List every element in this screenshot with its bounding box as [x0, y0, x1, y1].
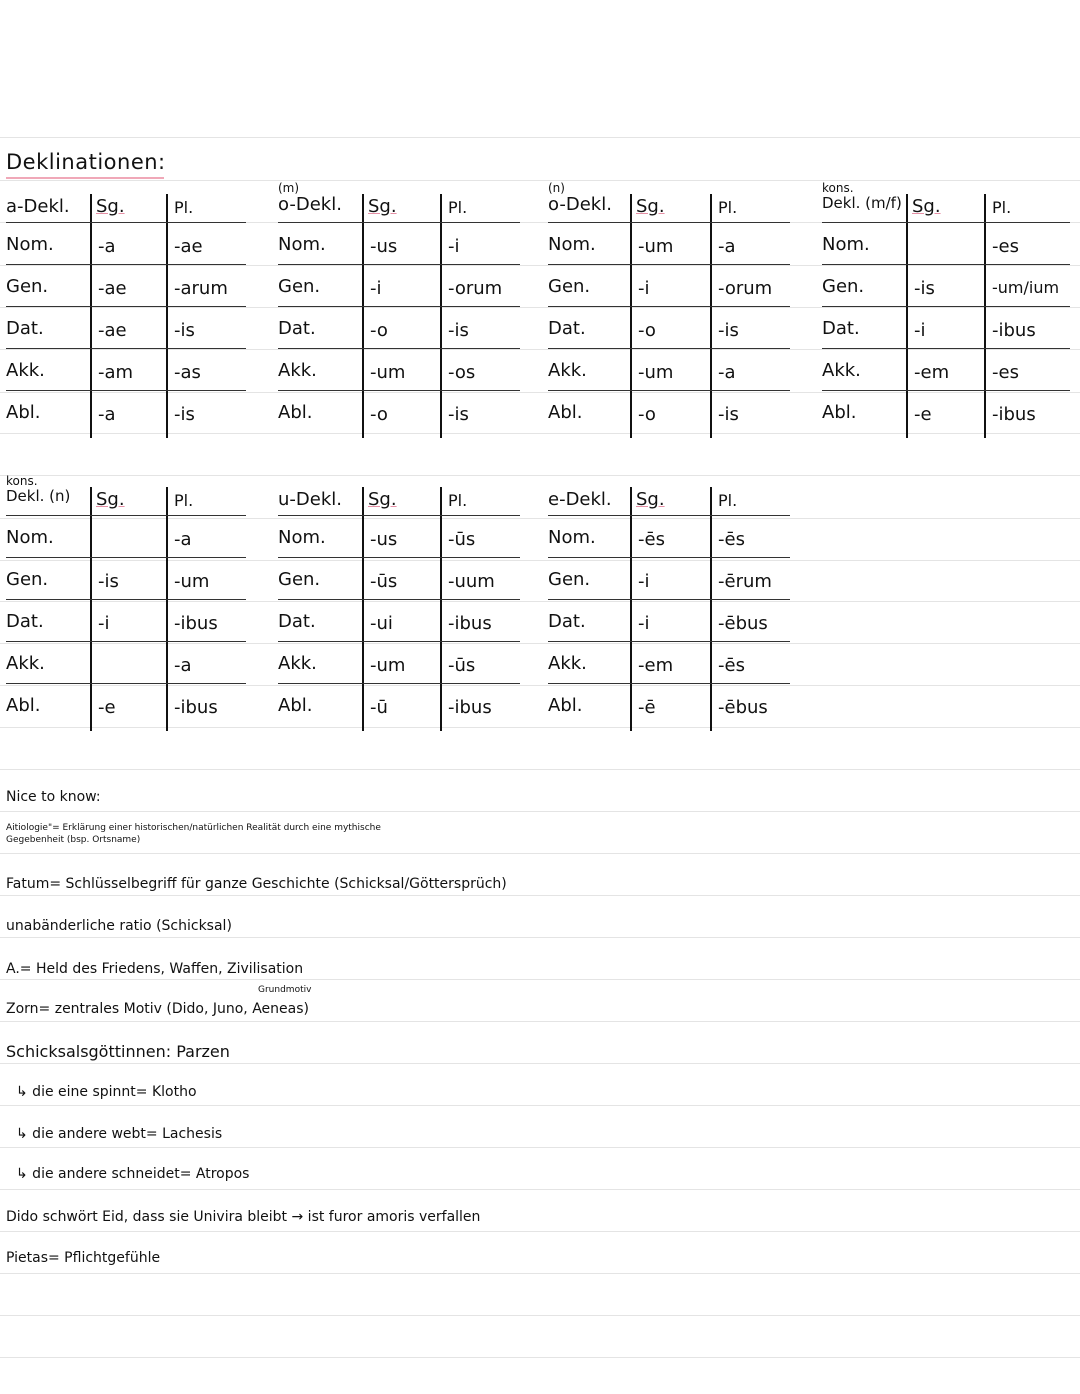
table-divider-sg [906, 194, 908, 438]
table-case-label: Dat. [278, 318, 316, 339]
table-sg-header: Sg. [912, 196, 941, 217]
table-pl-ending: -ibus [448, 613, 492, 634]
table-row-line [548, 557, 790, 558]
table-sg-ending: -em [914, 362, 950, 383]
table-divider-pl [440, 194, 442, 438]
table-divider-pl [984, 194, 986, 438]
note-klotho: ↳ die eine spinnt= Klotho [16, 1084, 197, 1100]
table-divider-sg [630, 194, 632, 438]
table-case-label: Abl. [6, 402, 41, 423]
table-case-label: Dat. [6, 611, 44, 632]
table-sg-ending: -us [370, 529, 398, 550]
table-sg-ending: -ui [370, 613, 393, 634]
table-pl-ending: -is [448, 404, 469, 425]
ruled-line [0, 853, 1080, 854]
note-aitiologie-line1: Aitiologie"= Erklärung einer historischen/natürlichen Realität durch eine mythische [6, 823, 381, 833]
table-case-label: Dat. [278, 611, 316, 632]
table-pl-ending: -arum [174, 278, 228, 299]
table-head-top: kons. [822, 181, 854, 195]
table-divider-sg [630, 487, 632, 731]
table-pl-ending: -is [718, 320, 739, 341]
table-row-line [822, 390, 1070, 391]
table-row-line [6, 641, 246, 642]
note-grundmotiv: Grundmotiv [258, 985, 312, 995]
table-case-label: Nom. [6, 527, 54, 548]
table-sg-ending: -o [638, 320, 656, 341]
ruled-line [0, 1273, 1080, 1274]
table-pl-ending: -ibus [174, 613, 218, 634]
table-pl-ending: -ibus [992, 404, 1036, 425]
table-sg-ending: -us [370, 236, 398, 257]
ruled-line [0, 643, 1080, 644]
ruled-line [0, 1147, 1080, 1148]
table-pl-ending: -is [718, 404, 739, 425]
table-header-line [278, 222, 520, 223]
table-case-label: Akk. [6, 653, 45, 674]
table-sg-ending: -i [638, 571, 650, 592]
table-pl-ending: -is [448, 320, 469, 341]
table-case-label: Dat. [6, 318, 44, 339]
table-case-label: Nom. [6, 234, 54, 255]
table-sg-ending: -i [638, 278, 650, 299]
note-parzen: Schicksalsgöttinnen: Parzen [6, 1042, 230, 1061]
table-sg-ending: -ae [98, 320, 127, 341]
table-row-line [6, 306, 246, 307]
table-pl-ending: -a [174, 529, 192, 550]
table-pl-ending: -ūs [448, 655, 476, 676]
table-case-label: Abl. [278, 695, 313, 716]
ruled-line [0, 1021, 1080, 1022]
table-row-line [6, 390, 246, 391]
ruled-line [0, 895, 1080, 896]
table-divider-sg [90, 487, 92, 731]
ruled-line [0, 1105, 1080, 1106]
table-sg-ending: -um [370, 362, 406, 383]
table-head: o-Dekl. [548, 194, 612, 215]
table-case-label: Nom. [548, 527, 596, 548]
page-title: Deklinationen: [6, 150, 166, 174]
table-case-label: Dat. [548, 318, 586, 339]
table-row-line [6, 557, 246, 558]
table-case-label: Dat. [548, 611, 586, 632]
table-pl-ending: -ēs [718, 655, 745, 676]
ruled-line [0, 979, 1080, 980]
table-sg-ending: -is [98, 571, 119, 592]
note-aeneas: A.= Held des Friedens, Waffen, Zivilisation [6, 961, 304, 977]
table-pl-ending: -ērum [718, 571, 772, 592]
table-row-line [548, 390, 790, 391]
note-lachesis: ↳ die andere webt= Lachesis [16, 1126, 223, 1142]
table-pl-ending: -a [174, 655, 192, 676]
table-case-label: Abl. [6, 695, 41, 716]
table-row-line [548, 306, 790, 307]
table-case-label: Gen. [6, 569, 49, 590]
table-divider-pl [166, 487, 168, 731]
ruled-line [0, 1315, 1080, 1316]
notes-heading: Nice to know: [6, 789, 101, 805]
table-sg-ending: -o [638, 404, 656, 425]
table-case-label: Abl. [548, 402, 583, 423]
table-case-label: Gen. [822, 276, 865, 297]
table-pl-ending: -orum [448, 278, 503, 299]
table-pl-ending: -ūs [448, 529, 476, 550]
table-head: Dekl. (m/f) [822, 194, 902, 212]
table-case-label: Akk. [278, 360, 317, 381]
note-fatum: Fatum= Schlüsselbegriff für ganze Geschichte (Schicksal/Göttersprüch) [6, 876, 507, 892]
table-head-top: (m) [278, 181, 300, 195]
table-pl-ending: -ibus [992, 320, 1036, 341]
ruled-line [0, 1357, 1080, 1358]
table-pl-ending: -is [174, 404, 195, 425]
table-row-line [548, 641, 790, 642]
table-pl-ending: -is [174, 320, 195, 341]
table-head: u-Dekl. [278, 489, 342, 510]
table-sg-ending: -i [370, 278, 382, 299]
table-case-label: Akk. [822, 360, 861, 381]
table-head: Dekl. (n) [6, 487, 71, 505]
table-pl-ending: -um/ium [992, 278, 1060, 297]
table-case-label: Gen. [278, 276, 321, 297]
table-head: o-Dekl. [278, 194, 342, 215]
table-pl-header: Pl. [992, 198, 1012, 217]
table-sg-ending: -ē [638, 697, 656, 718]
table-case-label: Abl. [278, 402, 313, 423]
table-head: a-Dekl. [6, 196, 70, 217]
table-sg-ending: -ēs [638, 529, 665, 550]
note-zorn: Zorn= zentrales Motiv (Dido, Juno, Aeneas) [6, 1001, 309, 1017]
table-pl-ending: -os [448, 362, 476, 383]
table-header-line [822, 222, 1070, 223]
table-row-line [822, 264, 1070, 265]
note-pietas: Pietas= Pflichtgefühle [6, 1250, 161, 1266]
table-case-label: Akk. [6, 360, 45, 381]
table-case-label: Akk. [548, 653, 587, 674]
table-pl-ending: -ae [174, 236, 203, 257]
table-sg-ending: -e [98, 697, 116, 718]
table-row-line [278, 390, 520, 391]
table-divider-pl [166, 194, 168, 438]
table-head-top: kons. [6, 474, 38, 488]
table-row-line [278, 683, 520, 684]
table-pl-ending: -es [992, 236, 1019, 257]
ruled-line [0, 937, 1080, 938]
table-sg-ending: -um [370, 655, 406, 676]
table-case-label: Nom. [278, 527, 326, 548]
table-row-line [278, 641, 520, 642]
note-atropos: ↳ die andere schneidet= Atropos [16, 1166, 250, 1182]
ruled-line [0, 811, 1080, 812]
table-divider-pl [710, 194, 712, 438]
table-head-top: (n) [548, 181, 565, 195]
ruled-line [0, 1063, 1080, 1064]
title-underline [6, 177, 164, 179]
table-row-line [278, 264, 520, 265]
ruled-line [0, 433, 1080, 434]
ruled-line [0, 601, 1080, 602]
table-pl-header: Pl. [174, 198, 194, 217]
table-sg-ending: -o [370, 404, 388, 425]
table-pl-ending: -uum [448, 571, 495, 592]
table-sg-ending: -ūs [370, 571, 398, 592]
ruled-line [0, 180, 1080, 181]
table-header-line [6, 515, 246, 516]
note-dido: Dido schwört Eid, dass sie Univira bleibt → ist furor amoris verfallen [6, 1209, 481, 1225]
table-row-line [548, 348, 790, 349]
table-case-label: Dat. [822, 318, 860, 339]
table-row-line [6, 683, 246, 684]
table-sg-header: Sg. [368, 489, 397, 510]
table-row-line [548, 683, 790, 684]
table-case-label: Akk. [548, 360, 587, 381]
table-sg-header: Sg. [636, 196, 665, 217]
table-case-label: Nom. [278, 234, 326, 255]
table-sg-ending: -am [98, 362, 134, 383]
table-pl-ending: -um [174, 571, 210, 592]
table-divider-pl [710, 487, 712, 731]
table-row-line [278, 557, 520, 558]
table-case-label: Gen. [6, 276, 49, 297]
ruled-line [0, 560, 1080, 561]
table-divider-pl [440, 487, 442, 731]
table-sg-header: Sg. [96, 196, 125, 217]
table-pl-ending: -i [448, 236, 460, 257]
table-sg-ending: -i [98, 613, 110, 634]
table-sg-ending: -ū [370, 697, 388, 718]
table-sg-ending: -i [638, 613, 650, 634]
note-ratio: unabänderliche ratio (Schicksal) [6, 918, 232, 934]
table-row-line [822, 348, 1070, 349]
ruled-line [0, 727, 1080, 728]
ruled-line [0, 1231, 1080, 1232]
table-sg-ending: -em [638, 655, 674, 676]
table-case-label: Abl. [822, 402, 857, 423]
table-head: e-Dekl. [548, 489, 612, 510]
table-row-line [278, 306, 520, 307]
ruled-line [0, 769, 1080, 770]
table-header-line [278, 515, 520, 516]
table-row-line [6, 348, 246, 349]
table-pl-ending: -orum [718, 278, 773, 299]
table-pl-ending: -a [718, 362, 736, 383]
ruled-line [0, 518, 1080, 519]
table-sg-header: Sg. [636, 489, 665, 510]
table-pl-ending: -as [174, 362, 201, 383]
table-sg-ending: -a [98, 236, 116, 257]
table-row-line [822, 306, 1070, 307]
table-pl-ending: -ibus [174, 697, 218, 718]
table-sg-ending: -is [914, 278, 935, 299]
table-header-line [548, 515, 790, 516]
table-sg-ending: -um [638, 236, 674, 257]
table-case-label: Gen. [548, 276, 591, 297]
ruled-line [0, 475, 1080, 476]
table-sg-ending: -i [914, 320, 926, 341]
table-case-label: Nom. [548, 234, 596, 255]
ruled-line [0, 392, 1080, 393]
table-case-label: Abl. [548, 695, 583, 716]
table-row-line [548, 264, 790, 265]
table-pl-header: Pl. [448, 491, 468, 510]
table-case-label: Akk. [278, 653, 317, 674]
table-case-label: Nom. [822, 234, 870, 255]
table-pl-header: Pl. [718, 491, 738, 510]
table-divider-sg [362, 194, 364, 438]
table-case-label: Gen. [548, 569, 591, 590]
table-row-line [548, 599, 790, 600]
table-pl-header: Pl. [718, 198, 738, 217]
table-row-line [278, 348, 520, 349]
table-divider-sg [362, 487, 364, 731]
note-aitiologie-line2: Gegebenheit (bsp. Ortsname) [6, 835, 141, 845]
table-row-line [6, 599, 246, 600]
table-sg-ending: -e [914, 404, 932, 425]
table-sg-ending: -ae [98, 278, 127, 299]
table-pl-ending: -ēbus [718, 697, 768, 718]
table-pl-header: Pl. [448, 198, 468, 217]
table-case-label: Gen. [278, 569, 321, 590]
table-header-line [548, 222, 790, 223]
table-divider-sg [90, 194, 92, 438]
table-pl-ending: -ēbus [718, 613, 768, 634]
table-sg-header: Sg. [96, 489, 125, 510]
table-header-line [6, 222, 246, 223]
table-row-line [6, 264, 246, 265]
table-pl-ending: -ēs [718, 529, 745, 550]
ruled-line [0, 1189, 1080, 1190]
table-pl-ending: -a [718, 236, 736, 257]
ruled-line [0, 137, 1080, 138]
table-pl-header: Pl. [174, 491, 194, 510]
table-sg-ending: -o [370, 320, 388, 341]
table-sg-ending: -a [98, 404, 116, 425]
table-sg-header: Sg. [368, 196, 397, 217]
table-sg-ending: -um [638, 362, 674, 383]
table-row-line [278, 599, 520, 600]
ruled-line [0, 685, 1080, 686]
table-pl-ending: -ibus [448, 697, 492, 718]
table-pl-ending: -es [992, 362, 1019, 383]
